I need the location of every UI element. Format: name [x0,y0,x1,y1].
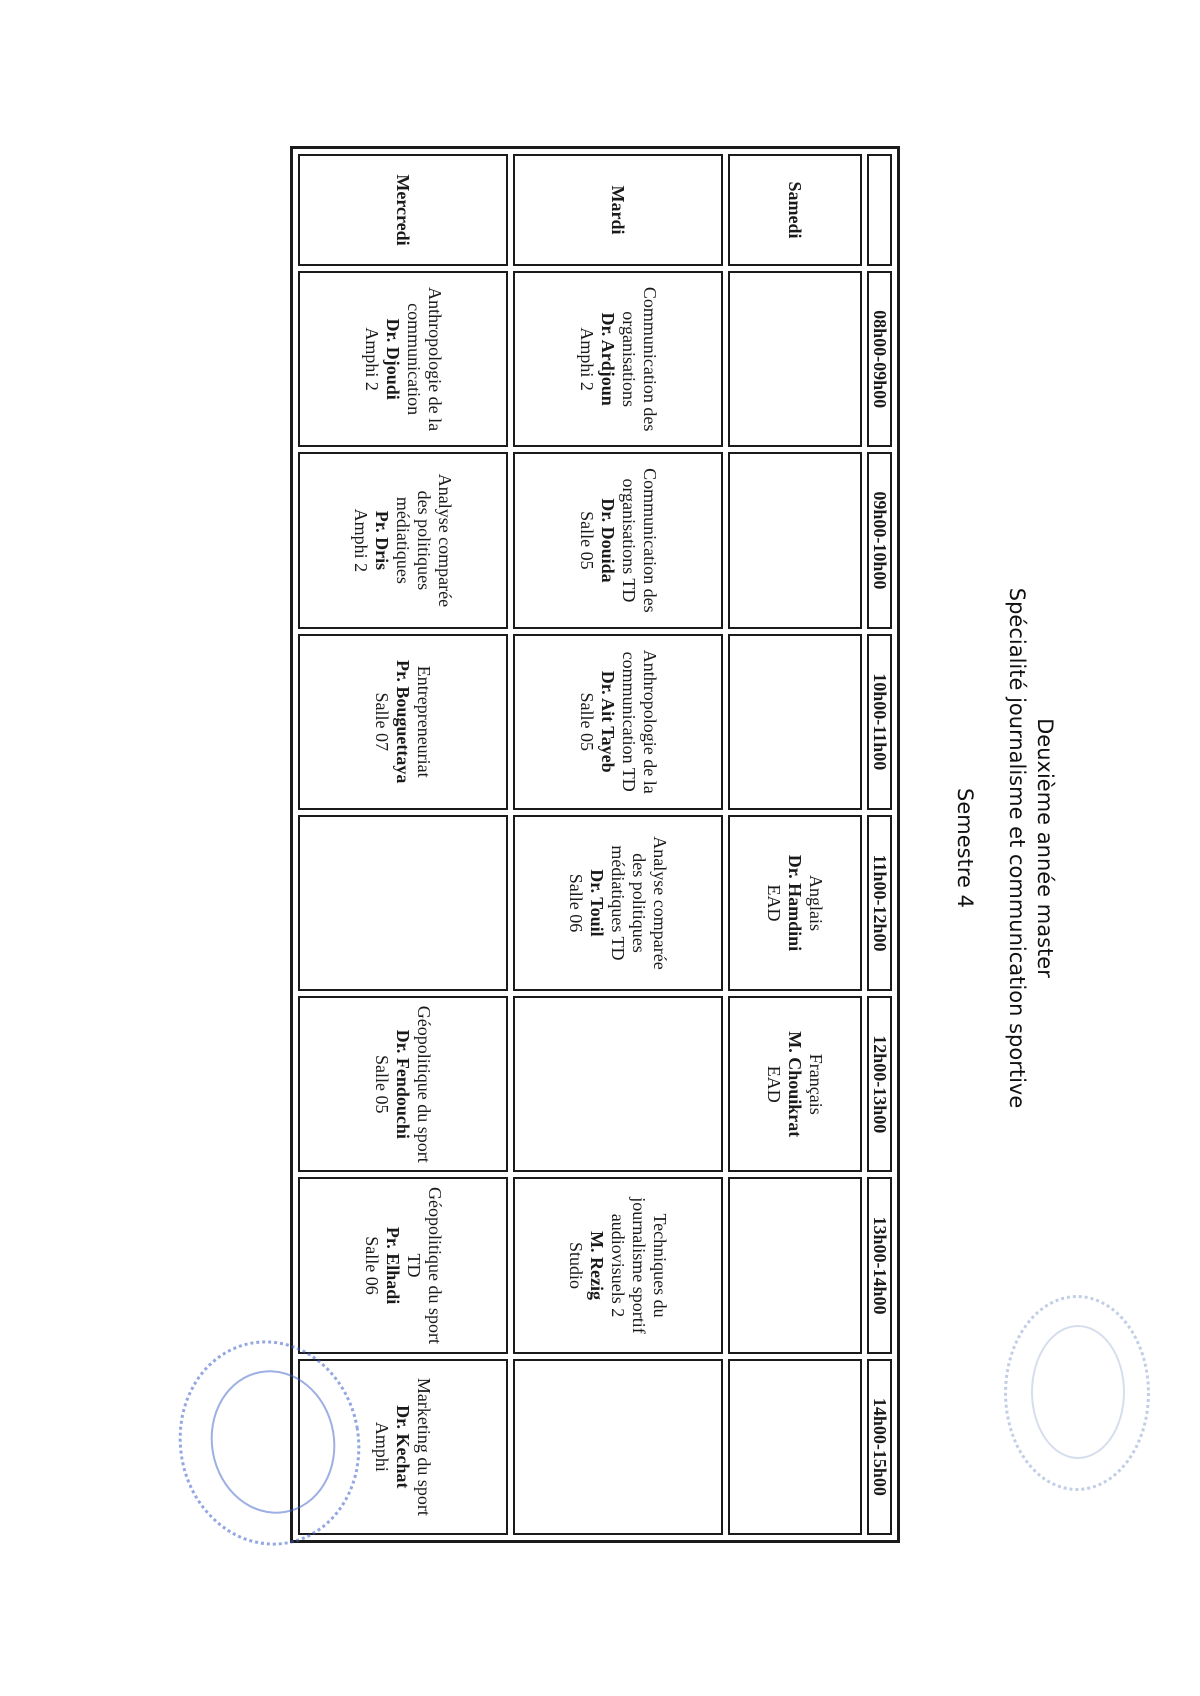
teacher-name: Pr. Elhadi [382,1226,403,1305]
time-slot-header: 10h00-11h00 [867,634,892,810]
teacher-name: M. Rezig [587,1231,608,1301]
course-name: Analyse comparée des politiques médiatiques [393,473,456,608]
time-slot-header: 11h00-12h00 [867,815,892,991]
teacher-name: Dr. Ardjoun [597,312,618,406]
time-slot-header: 09h00-10h00 [867,452,892,628]
course-name: Géopolitique du sport TD [403,1187,445,1345]
course-name: Marketing du sport [414,1377,435,1516]
course-cell [298,1177,508,1353]
title-semester: Semestre 4 [953,788,977,908]
empty-cell [728,1177,862,1353]
course-cell [513,815,723,991]
empty-cell [728,1359,862,1535]
course-cell [298,996,508,1172]
teacher-name: M. Chouikrat [785,1031,806,1138]
room-name: Amphi 2 [576,327,597,391]
title-specialty: Spécialité journalisme et communication sportive [1005,587,1029,1109]
room-name: Salle 05 [372,1055,393,1114]
room-name: Salle 06 [566,873,587,933]
room-name: Salle 05 [576,692,597,751]
teacher-name: Dr. Hamdini [785,854,806,952]
teacher-name: Pr. Dris [372,510,393,571]
room-name: Amphi [372,1421,393,1472]
room-name: Studio [566,1242,587,1290]
day-label: Samedi [728,154,862,266]
course-cell [513,1177,723,1353]
corner-cell [867,154,892,266]
day-row [728,154,862,1535]
teacher-name: Pr. Bouguettaya [393,660,414,784]
time-slot-header: 12h00-13h00 [867,996,892,1172]
room-name: Salle 07 [372,692,393,751]
empty-cell [513,1359,723,1535]
course-name: Communication des organisations TD [618,468,660,613]
course-name: Communication des organisations [618,286,660,432]
day-row [513,154,723,1535]
room-name: Amphi 2 [351,508,372,573]
title-year: Deuxième année master [1033,718,1057,978]
empty-cell [728,271,862,447]
course-cell [298,452,508,628]
course-name: Techniques du journalisme sportif audiovisuels 2 [608,1197,671,1334]
course-cell [728,815,862,991]
empty-cell [298,815,508,991]
course-cell [298,271,508,447]
course-name: Entrepreneuriat [414,665,435,778]
time-slot-header: 13h00-14h00 [867,1177,892,1353]
teacher-name: Dr. Touil [587,869,608,937]
room-name: Amphi 2 [361,327,382,391]
course-name: Anthropologie de la communication [403,287,445,432]
course-cell [513,452,723,628]
day-label: Mercredi [298,154,508,266]
course-cell [728,996,862,1172]
time-slot-header: 14h00-15h00 [867,1359,892,1535]
empty-cell [728,634,862,810]
time-slot-header: 08h00-09h00 [867,271,892,447]
course-cell [513,271,723,447]
course-name: Anthropologie de la communication TD [618,649,660,794]
header-row [867,154,892,1535]
teacher-name: Dr. Kechat [393,1405,414,1489]
room-name: EAD [764,884,785,922]
course-name: Anglais [806,874,827,931]
day-label: Mardi [513,154,723,266]
teacher-name: Dr. Douida [597,498,618,583]
room-name: Salle 06 [361,1236,382,1295]
empty-cell [513,996,723,1172]
course-cell [513,634,723,810]
course-cell [298,634,508,810]
room-name: Salle 05 [576,511,597,570]
teacher-name: Dr. Djoudi [382,318,403,400]
course-name: Géopolitique du sport [414,1005,435,1163]
course-name: Français [806,1053,827,1115]
course-name: Analyse comparée des politiques médiatiques TD [608,836,671,970]
room-name: EAD [764,1065,785,1103]
empty-cell [728,452,862,628]
course-cell [298,1359,508,1535]
day-row [298,154,508,1535]
teacher-name: Dr. Ait Tayeb [597,670,618,773]
teacher-name: Dr. Fendouchi [393,1029,414,1139]
timetable [290,146,900,1543]
timetable-body [298,154,892,1535]
